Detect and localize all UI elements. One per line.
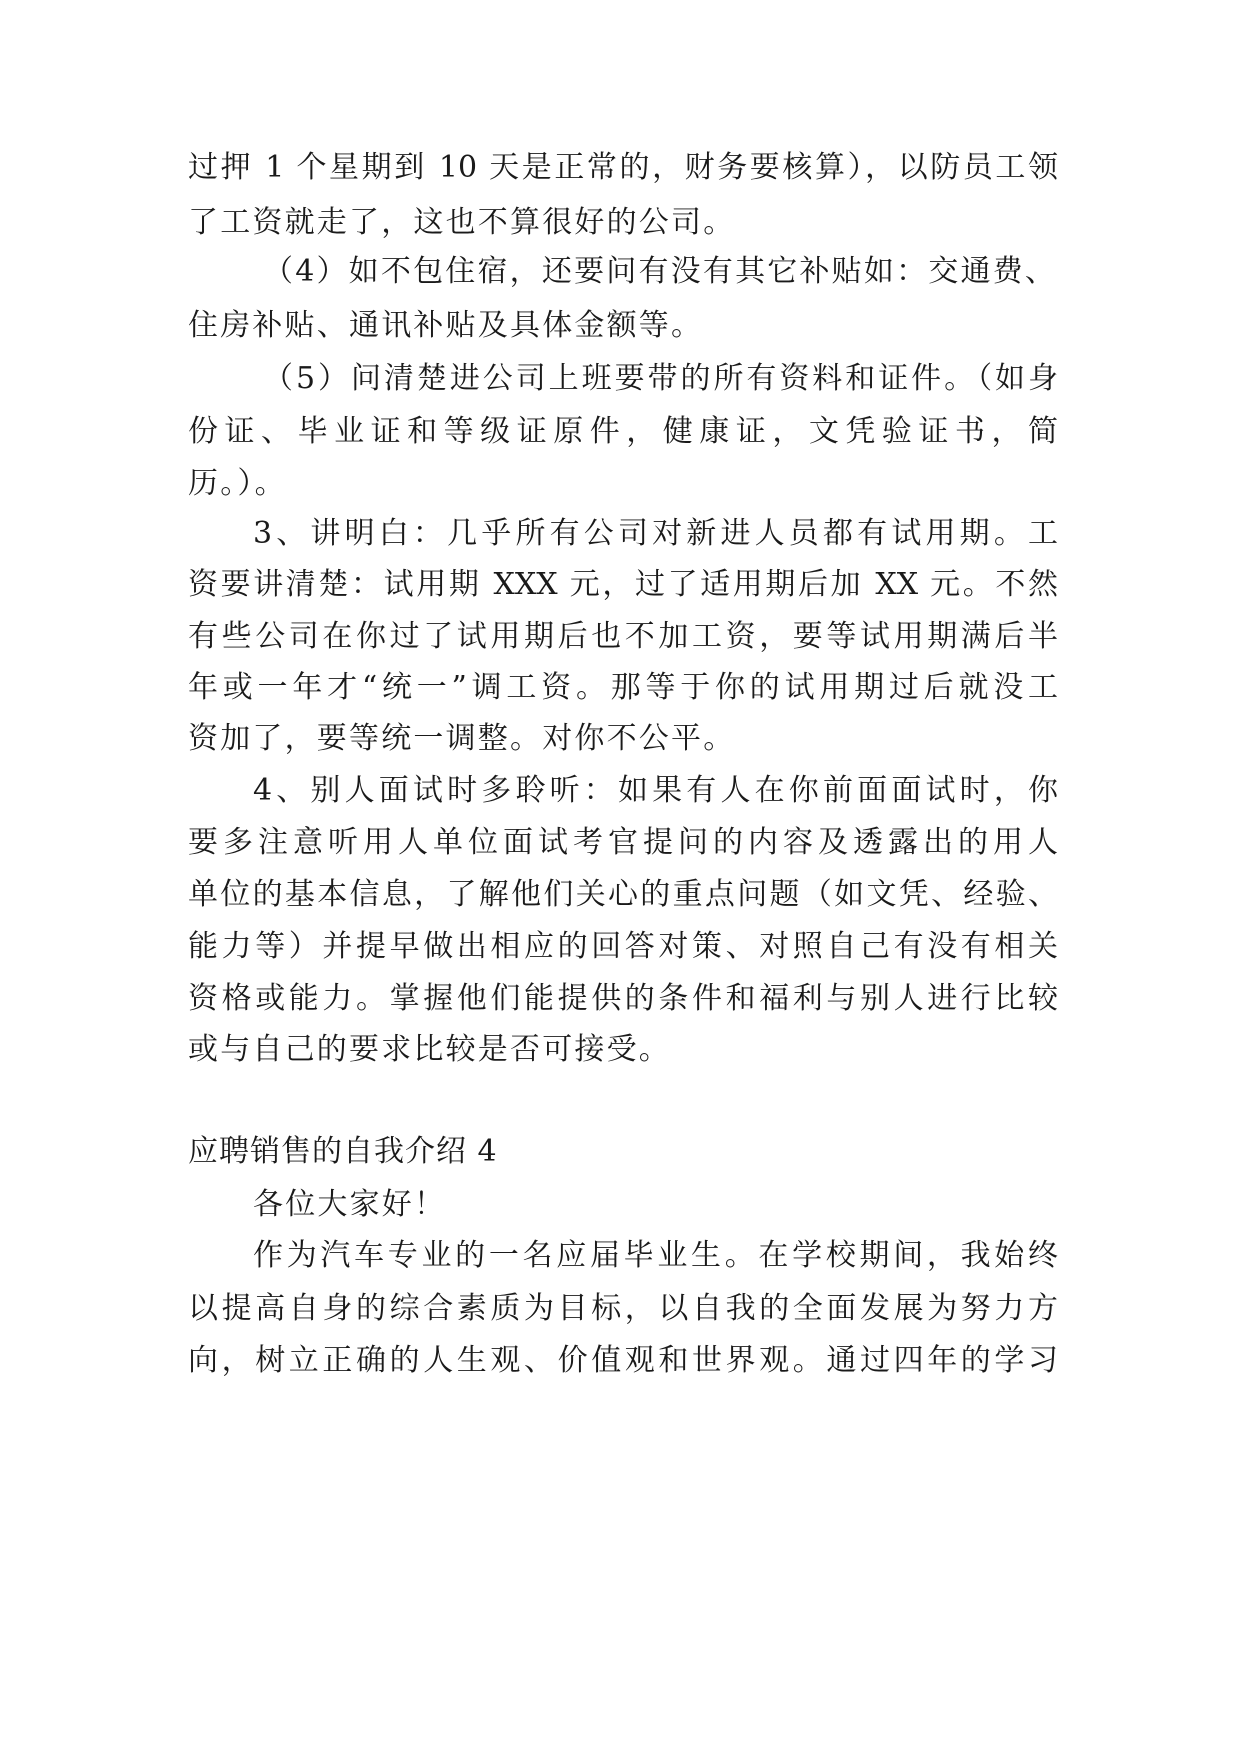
paragraph-line: 资加了，要等统一调整。对你不公平。	[188, 721, 736, 756]
paragraph-line: 了工资就走了，这也不算很好的公司。	[188, 205, 736, 240]
paragraph-line: （4）如不包住宿，还要问有没有其它补贴如：交通费、	[263, 254, 1058, 289]
paragraph-line: 年或一年才“统一”调工资。那等于你的试用期过后就没工	[188, 670, 1058, 705]
section-heading: 应聘销售的自我介绍 4	[188, 1134, 498, 1169]
paragraph-line: 资格或能力。掌握他们能提供的条件和福利与别人进行比较	[188, 981, 1058, 1016]
paragraph-line: 向，树立正确的人生观、价值观和世界观。通过四年的学习	[188, 1343, 1058, 1378]
paragraph-line: 单位的基本信息，了解他们关心的重点问题（如文凭、经验、	[188, 877, 1058, 912]
paragraph-line: 3、讲明白：几乎所有公司对新进人员都有试用期。工	[253, 516, 1058, 551]
paragraph-line: 份证、毕业证和等级证原件，健康证，文凭验证书，简	[188, 414, 1058, 449]
paragraph-line: 要多注意听用人单位面试考官提问的内容及透露出的用人	[188, 825, 1058, 860]
paragraph-line: 或与自己的要求比较是否可接受。	[188, 1032, 671, 1067]
paragraph-line: 历。）。	[188, 466, 287, 501]
paragraph-line: 资要讲清楚：试用期 XXX 元，过了适用期后加 XX 元。不然	[188, 567, 1058, 602]
paragraph-line: 能力等）并提早做出相应的回答对策、对照自己有没有相关	[188, 929, 1058, 964]
paragraph-line: 4、别人面试时多聆听：如果有人在你前面面试时，你	[253, 773, 1058, 808]
paragraph-line: 有些公司在你过了试用期后也不加工资，要等试用期满后半	[188, 619, 1058, 654]
paragraph-line: 过押 1 个星期到 10 天是正常的，财务要核算），以防员工领	[188, 150, 1058, 185]
paragraph-line: （5）问清楚进公司上班要带的所有资料和证件。（如身	[263, 361, 1058, 396]
paragraph-line: 住房补贴、通讯补贴及具体金额等。	[188, 308, 704, 343]
greeting-line: 各位大家好！	[253, 1187, 447, 1222]
paragraph-line: 作为汽车专业的一名应届毕业生。在学校期间，我始终	[253, 1238, 1058, 1273]
paragraph-line: 以提高自身的综合素质为目标，以自我的全面发展为努力方	[188, 1291, 1058, 1326]
